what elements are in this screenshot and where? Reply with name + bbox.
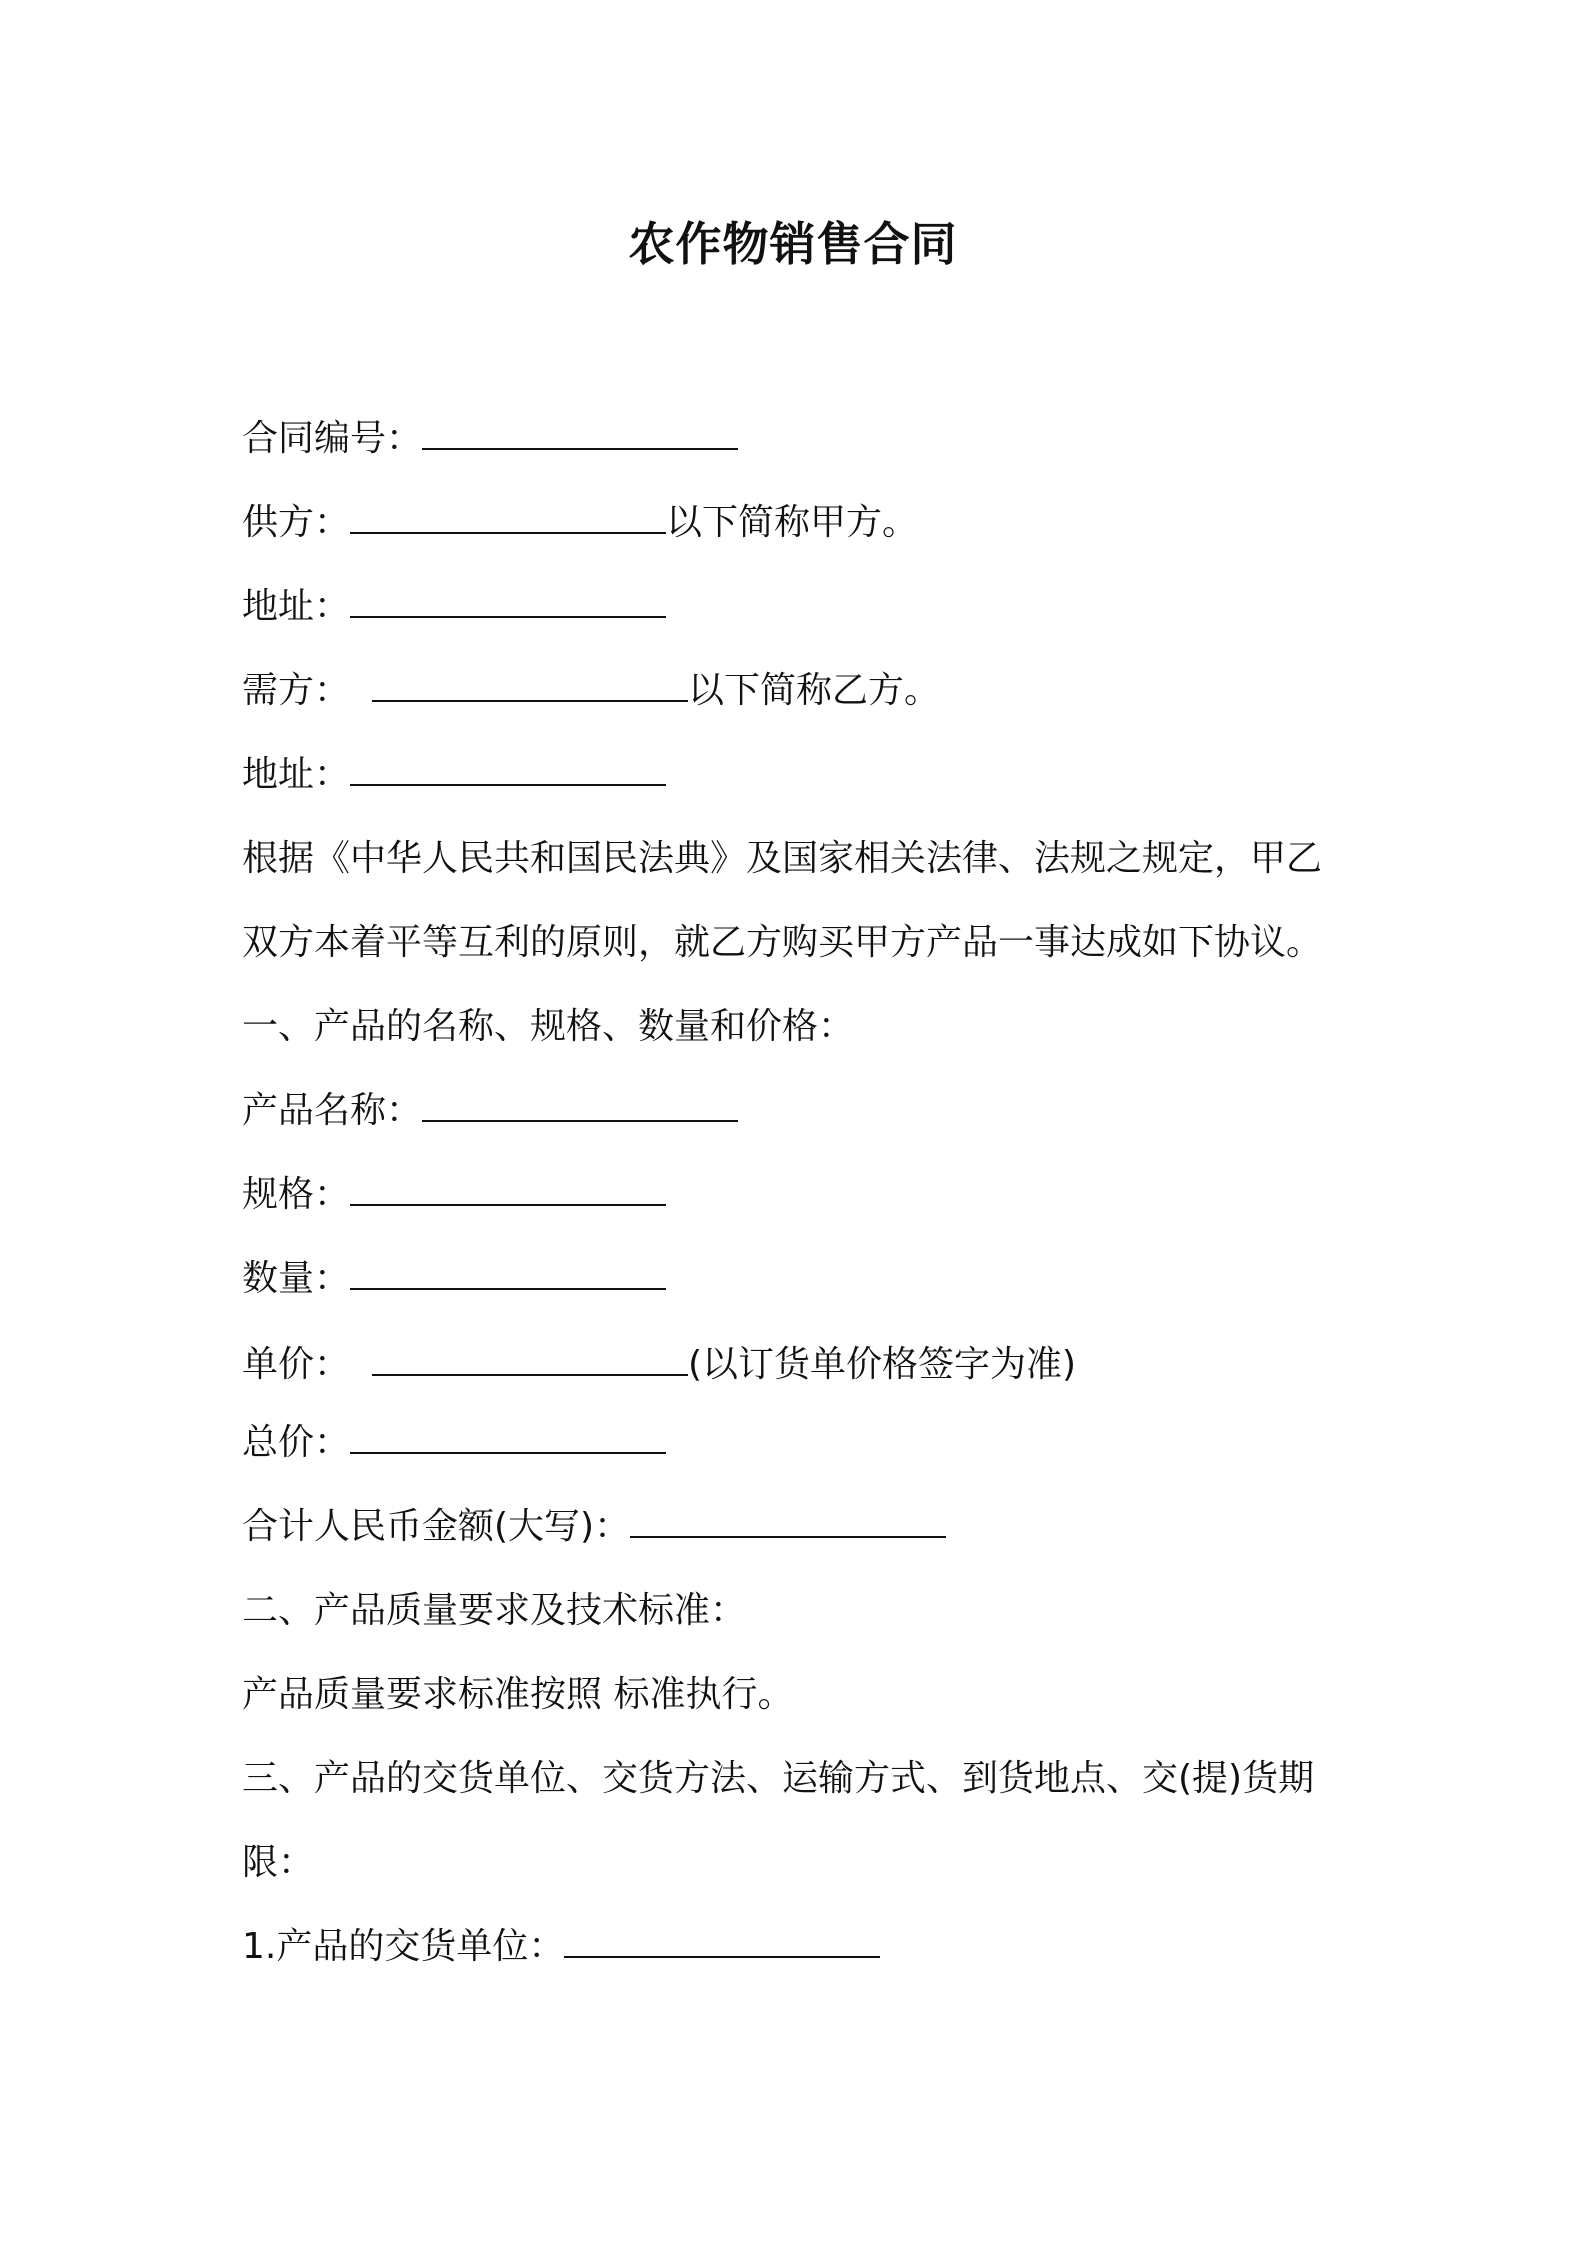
delivery-unit-line <box>242 1922 880 1972</box>
spec-label: 规格： <box>242 1174 351 1215</box>
quantity-label: 数量： <box>242 1258 351 1299</box>
contract-number-line <box>242 414 738 464</box>
total-rmb-blank <box>630 1506 946 1538</box>
section-2-text: 产品质量要求标准按照 标准执行。 <box>242 1674 794 1715</box>
quantity-blank <box>350 1258 666 1290</box>
buyer-blank <box>372 670 688 702</box>
spec-line <box>242 1170 666 1220</box>
unit-price-blank <box>372 1344 688 1376</box>
total-price-blank <box>350 1422 666 1454</box>
unit-price-label: 单价： <box>242 1344 351 1385</box>
intro-line-1: 根据《中华人民共和国民法典》及国家相关法律、法规之规定，甲乙 <box>242 838 1323 879</box>
unit-price-line <box>242 1340 1076 1390</box>
document-title: 农作物销售合同 <box>628 217 958 271</box>
supplier-line <box>242 498 918 548</box>
section-1-heading: 一、产品的名称、规格、数量和价格： <box>242 1006 855 1047</box>
spec-blank <box>350 1174 666 1206</box>
product-name-label: 产品名称： <box>242 1090 423 1131</box>
buyer-line <box>242 666 940 716</box>
product-name-blank <box>422 1090 738 1122</box>
delivery-unit-blank <box>564 1926 880 1958</box>
total-rmb-line <box>242 1502 946 1552</box>
contract-number-label: 合同编号： <box>242 418 423 459</box>
quantity-line <box>242 1254 666 1304</box>
product-name-line <box>242 1086 738 1136</box>
delivery-unit-label: 1.产品的交货单位： <box>242 1926 565 1967</box>
supplier-address-blank <box>350 586 666 618</box>
section-3-heading-line-2: 限： <box>242 1842 315 1883</box>
supplier-blank <box>350 502 666 534</box>
intro-line-2: 双方本着平等互利的原则，就乙方购买甲方产品一事达成如下协议。 <box>242 922 1323 963</box>
section-2-heading: 二、产品质量要求及技术标准： <box>242 1590 747 1631</box>
supplier-suffix: 以下简称甲方。 <box>666 502 919 543</box>
supplier-address-label: 地址： <box>242 586 351 627</box>
total-price-line <box>242 1418 666 1468</box>
contract-number-blank <box>422 418 738 450</box>
buyer-label: 需方： <box>242 670 351 711</box>
supplier-address-line <box>242 582 666 632</box>
total-rmb-label: 合计人民币金额(大写)： <box>242 1506 631 1547</box>
unit-price-suffix: (以订货单价格签字为准) <box>688 1344 1077 1385</box>
buyer-address-line <box>242 750 666 800</box>
supplier-label: 供方： <box>242 502 351 543</box>
buyer-suffix: 以下简称乙方。 <box>688 670 941 711</box>
section-3-heading-line-1: 三、产品的交货单位、交货方法、运输方式、到货地点、交(提)货期 <box>242 1758 1315 1799</box>
buyer-address-blank <box>350 754 666 786</box>
buyer-address-label: 地址： <box>242 754 351 795</box>
total-price-label: 总价： <box>242 1422 351 1463</box>
